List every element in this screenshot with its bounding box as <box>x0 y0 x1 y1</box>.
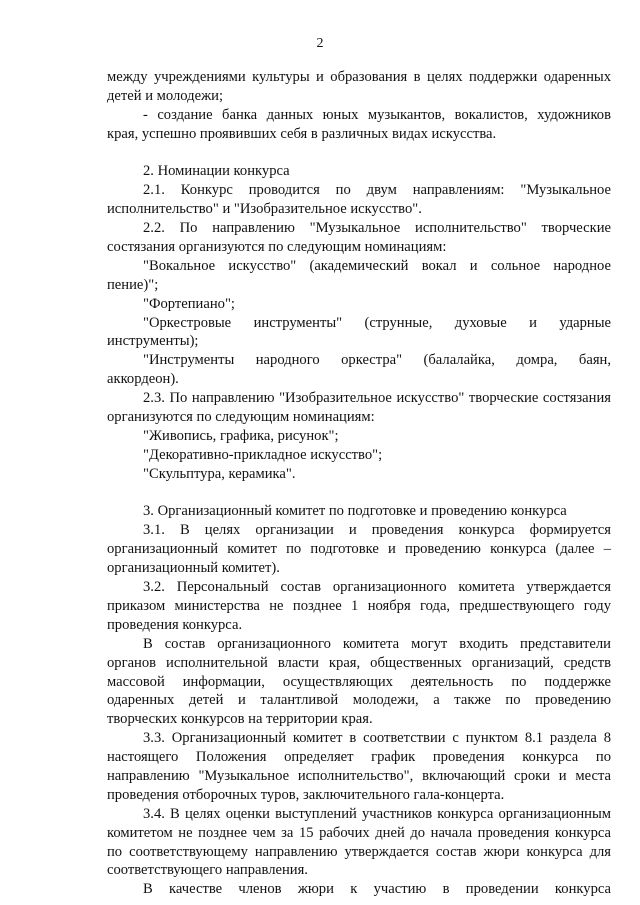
text-line: "Инструменты народного оркестра" (балалайка, домра, баян, <box>143 352 611 369</box>
document-body <box>107 68 611 899</box>
text-line: проведения конкурса. <box>107 616 243 633</box>
text-line: 2.2. По направлению "Музыкальное исполнительство" творческие <box>143 220 611 237</box>
text-line: одаренных детей и талантливой молодежи, а также по проведению <box>107 692 611 709</box>
text-line: аккордеон). <box>107 371 179 388</box>
text-line: приказом министерства не позднее 1 ноября года, предшествующего году <box>107 597 611 614</box>
text-line: 2. Номинации конкурса <box>143 163 290 180</box>
text-line: 3.4. В целях оценки выступлений участников конкурса организационным <box>143 805 611 822</box>
text-line: В качестве членов жюри к участию в проведении конкурса <box>143 881 611 898</box>
text-line: В состав организационного комитета могут входить представители <box>143 635 611 652</box>
text-line: настоящего Положения определяет график проведения конкурса по <box>107 749 611 766</box>
text-line: состязания организуются по следующим номинациям: <box>107 239 447 256</box>
text-line: органов исполнительной власти края, общественных организаций, средств <box>107 654 611 671</box>
text-line: края, успешно проявивших себя в различных видах искусства. <box>107 125 497 142</box>
text-line: "Живопись, графика, рисунок"; <box>143 427 339 444</box>
text-line: 3.2. Персональный состав организационного комитета утверждается <box>143 579 611 596</box>
text-line: массовой информации, осуществляющих деятельность по поддержке <box>107 673 611 690</box>
text-line: направлению "Музыкальное исполнительство", включающий сроки и места <box>107 767 611 784</box>
blank-line <box>107 144 611 163</box>
text-line: 3.1. В целях организации и проведения конкурса формируется <box>143 522 611 539</box>
text-line: "Фортепиано"; <box>143 295 235 312</box>
text-line: "Вокальное искусство" (академический вокал и сольное народное <box>143 257 611 274</box>
text-line: по соответствующему направлению утверждается состав жюри конкурса для <box>107 843 611 860</box>
text-line: между учреждениями культуры и образования в целях поддержки одаренных <box>107 69 611 85</box>
text-line: пение)"; <box>107 276 159 293</box>
text-line: организуются по следующим номинациям: <box>107 409 375 426</box>
text-line: - создание банка данных юных музыкантов, вокалистов, художников <box>143 106 611 123</box>
text-line: творческих конкурсов на территории края. <box>107 711 373 728</box>
text-line: организационный комитет). <box>107 560 280 577</box>
text-line: "Декоративно-прикладное искусство"; <box>143 446 383 463</box>
text-line: проведения отборочных туров, заключительного гала-концерта. <box>107 786 505 803</box>
text-line: исполнительство" и "Изобразительное искусство". <box>107 201 422 218</box>
text-line: 2.1. Конкурс проводится по двум направлениям: "Музыкальное <box>143 182 611 199</box>
text-line: инструменты); <box>107 333 199 350</box>
text-line: "Скульптура, керамика". <box>143 465 296 482</box>
text-line: соответствующего направления. <box>107 862 308 879</box>
text-line: 2.3. По направлению "Изобразительное искусство" творческие состязания <box>143 390 611 407</box>
text-line: 3.3. Организационный комитет в соответствии с пунктом 8.1 раздела 8 <box>143 730 611 747</box>
text-line: "Оркестровые инструменты" (струнные, духовые и ударные <box>143 314 611 331</box>
text-line: детей и молодежи; <box>107 87 224 104</box>
page-number: 2 <box>316 36 324 51</box>
blank-line <box>107 484 611 503</box>
text-line: 3. Организационный комитет по подготовке и проведению конкурса <box>143 503 567 520</box>
text-line: организационный комитет по подготовке и проведению конкурса (далее – <box>107 541 611 558</box>
text-line: комитетом не позднее чем за 15 рабочих дней до начала проведения конкурса <box>107 824 611 841</box>
